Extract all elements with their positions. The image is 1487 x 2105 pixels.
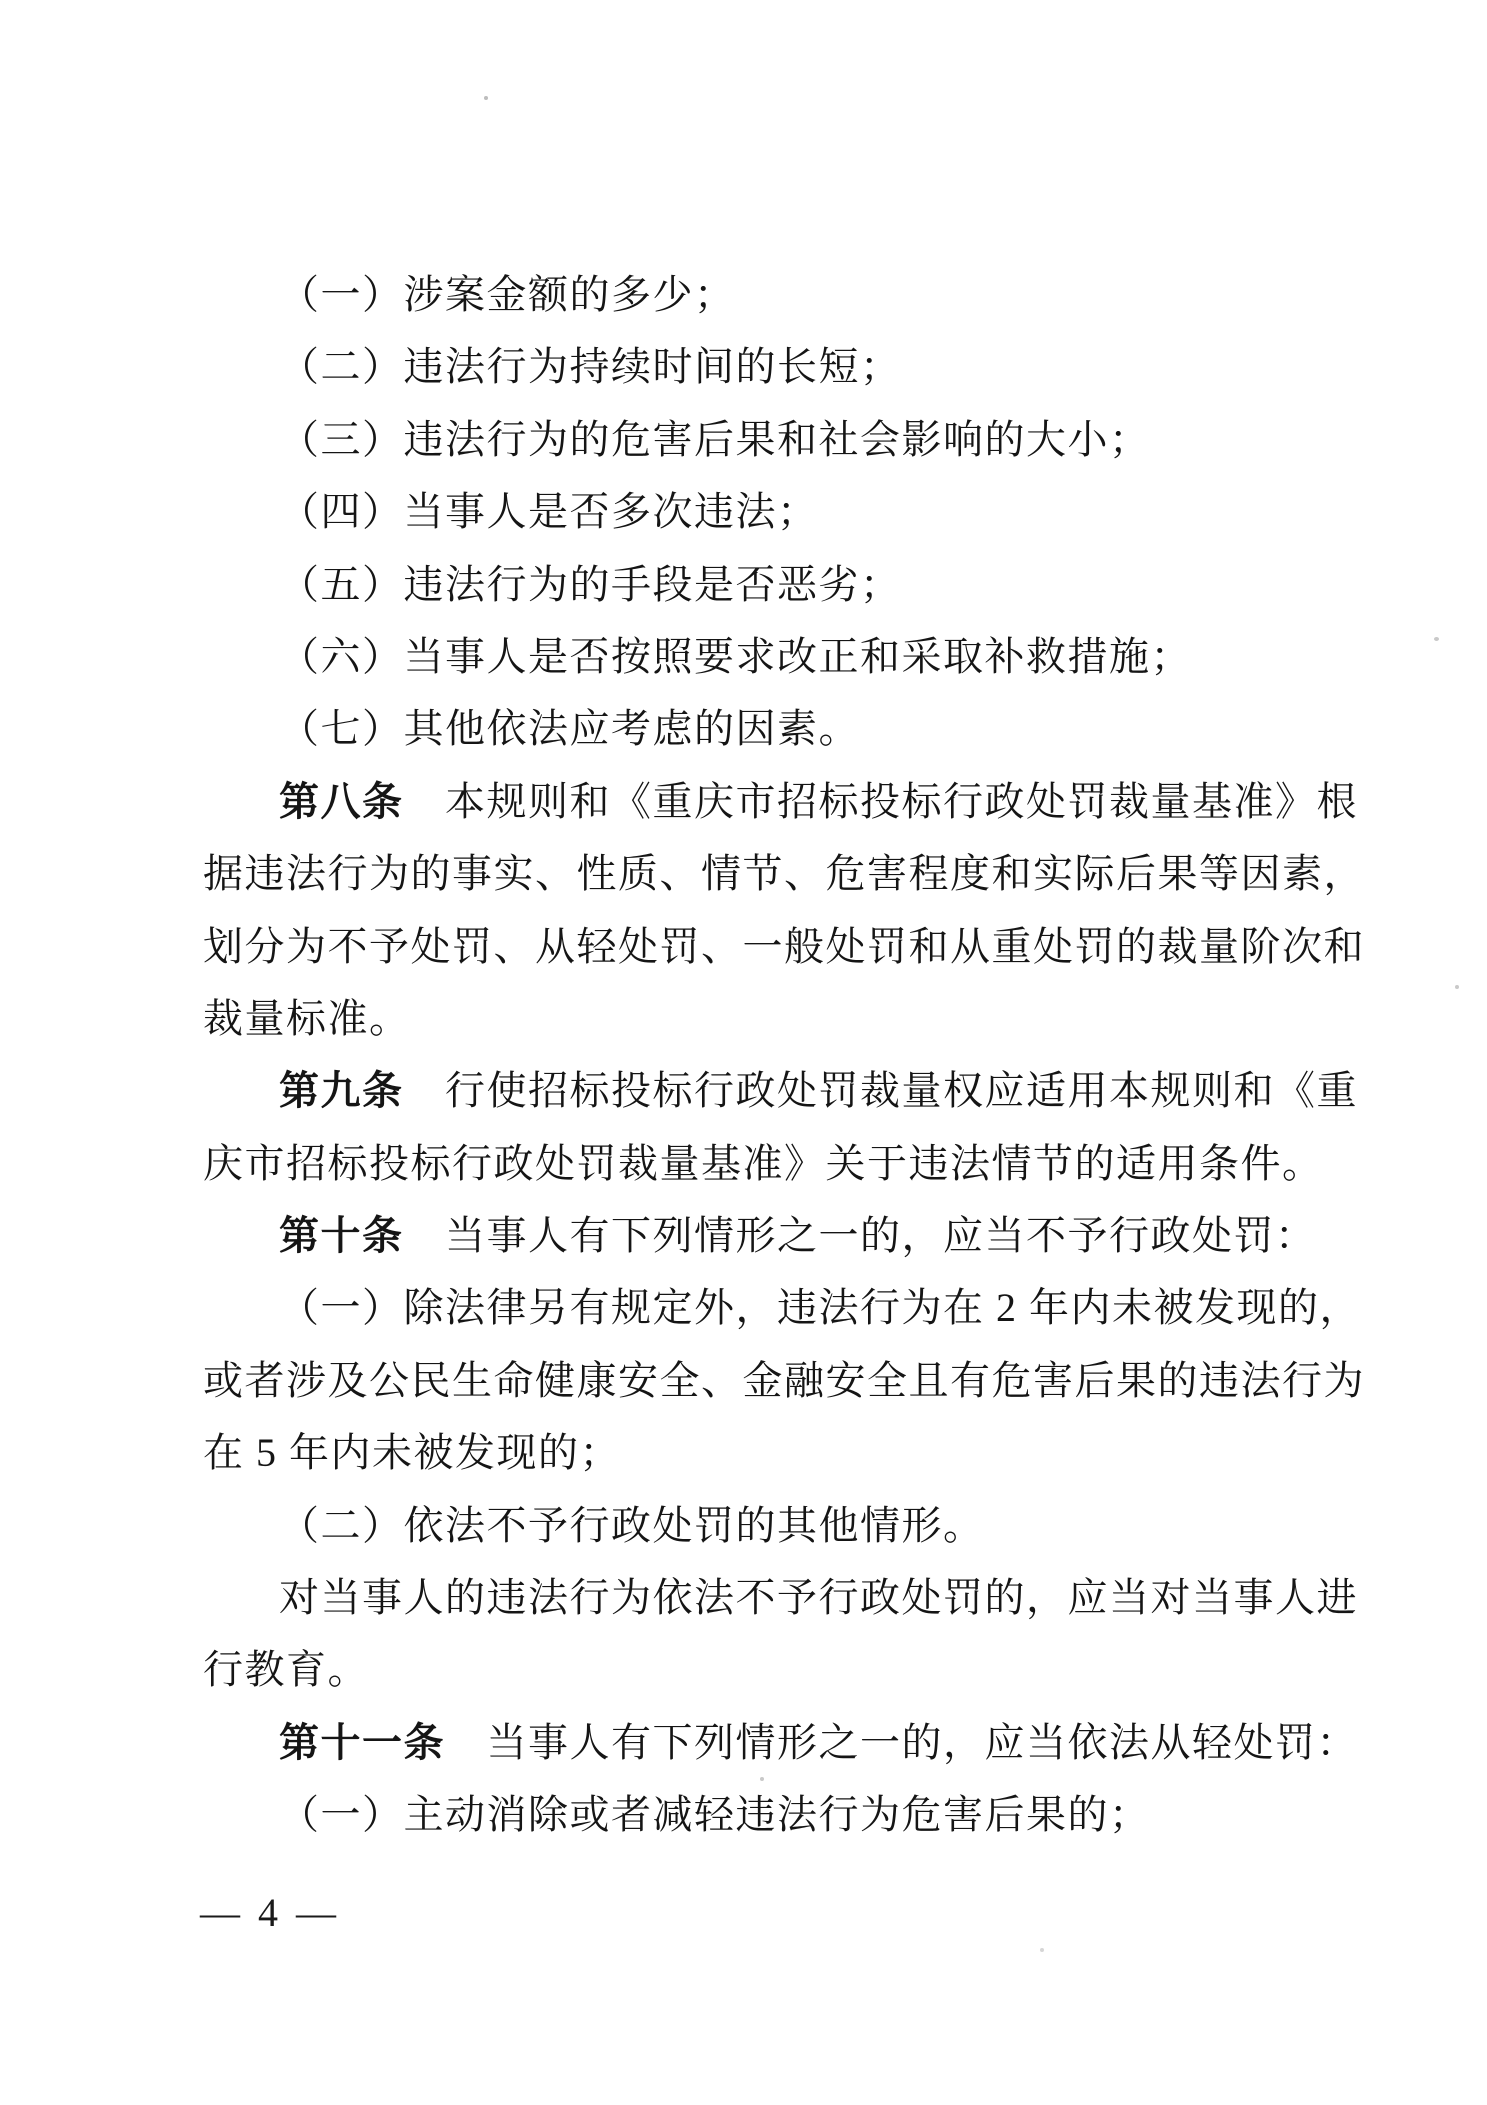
document-line (203, 766, 1358, 838)
article-number: 第九条 (279, 1069, 404, 1114)
document-line (203, 1490, 1313, 1562)
document-body (203, 259, 1365, 1852)
line-text: 行使招标投标行政处罚裁量权应适用本规则和《重 (403, 1068, 1358, 1114)
document-line (203, 1345, 1365, 1417)
document-line (203, 1272, 1361, 1344)
article-number: 第十条 (279, 1214, 404, 1259)
line-text: 当事人有下列情形之一的，应当依法从轻处罚： (445, 1719, 1358, 1765)
line-text: 庆市招标投标行政处罚裁量基准》关于违法情节的适用条件。 (203, 1140, 1324, 1186)
line-text: （五）违法行为的手段是否恶劣； (279, 561, 902, 607)
scan-speck (1434, 637, 1439, 641)
document-line (203, 404, 1313, 476)
line-text: 划分为不予处罚、从轻处罚、一般处罚和从重处罚的裁量阶次和 (203, 923, 1365, 969)
document-line (203, 838, 1365, 910)
line-text: 据违法行为的事实、性质、情节、危害程度和实际后果等因素， (203, 851, 1365, 897)
line-text: （二）违法行为持续时间的长短； (279, 344, 902, 390)
document-line (203, 1417, 1313, 1489)
document-line (203, 911, 1365, 983)
line-text: 本规则和《重庆市招标投标行政处罚裁量基准》根 (403, 778, 1358, 824)
line-text: 或者涉及公民生命健康安全、金融安全且有危害后果的违法行为 (203, 1357, 1365, 1403)
document-line (203, 983, 1313, 1055)
line-text: 在 5 年内未被发现的； (203, 1430, 621, 1476)
document-line (203, 331, 1313, 403)
article-number: 第十一条 (279, 1720, 445, 1765)
line-text: 当事人有下列情形之一的，应当不予行政处罚： (403, 1213, 1317, 1259)
line-text: （一）涉案金额的多少； (279, 272, 736, 317)
line-text: （七）其他依法应考虑的因素。 (279, 706, 860, 752)
document-line (203, 693, 1313, 765)
scan-speck (1040, 1948, 1044, 1952)
line-text: （四）当事人是否多次违法； (279, 489, 819, 535)
line-text: 行教育。 (203, 1647, 369, 1693)
document-line (203, 476, 1313, 548)
document-line (203, 1634, 1313, 1706)
scan-speck (484, 96, 488, 100)
line-text: 对当事人的违法行为依法不予行政处罚的，应当对当事人进 (279, 1575, 1358, 1621)
document-line (203, 259, 1313, 331)
document-line (203, 1128, 1324, 1200)
article-number: 第八条 (279, 779, 404, 824)
line-text: （一）主动消除或者减轻违法行为危害后果的； (279, 1792, 1151, 1838)
document-line (203, 549, 1313, 621)
line-text: 裁量标准。 (203, 995, 411, 1041)
line-text: （一）除法律另有规定外，违法行为在 2 年内未被发现的， (279, 1285, 1361, 1331)
scan-speck (760, 1777, 764, 1781)
scan-speck (1455, 985, 1459, 989)
document-line (203, 1707, 1358, 1779)
document-line (203, 621, 1313, 693)
document-line (203, 1779, 1313, 1851)
line-text: （六）当事人是否按照要求改正和采取补救措施； (279, 633, 1192, 679)
line-text: （二）依法不予行政处罚的其他情形。 (279, 1502, 985, 1548)
document-line (203, 1562, 1358, 1634)
line-text: （三）违法行为的危害后果和社会影响的大小； (279, 416, 1151, 462)
page-number: — 4 — (200, 1890, 340, 1935)
document-line (203, 1055, 1358, 1127)
document-line (203, 1200, 1317, 1272)
